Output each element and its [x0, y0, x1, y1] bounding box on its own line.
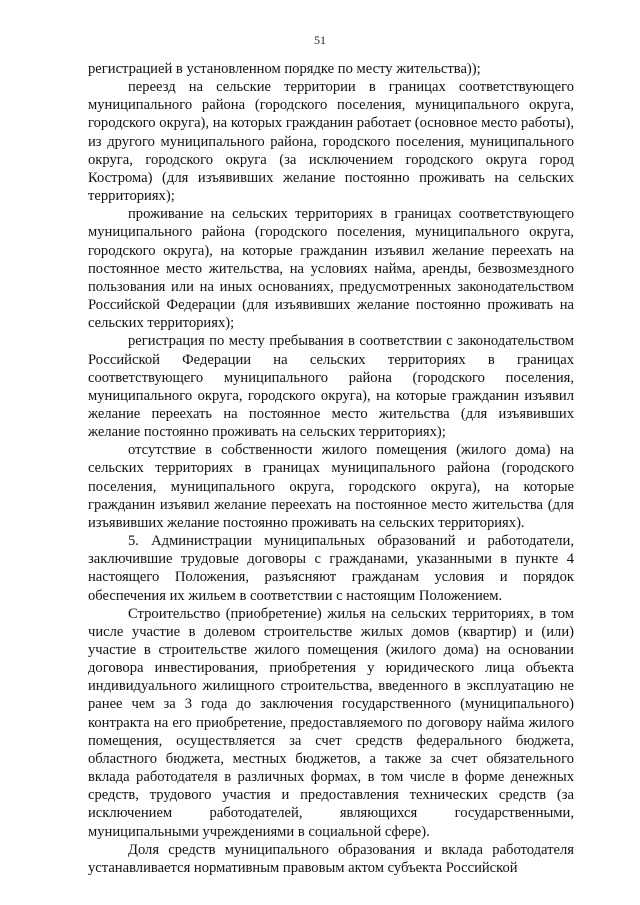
paragraph-funding-share: Доля средств муниципального образования и вклада работодателя устанавливается нормативным правовым актом субъекта Российской — [88, 841, 574, 876]
paragraph-temporary-registration: регистрация по месту пребывания в соответствии с законодательством Российской Федерации на сельских территориях в границах соответствующего муниципального района (городского поселения, муниципального округа, городского округа), на которые гражданин изъявил желание переехать на постоянное место жительства (для изъявивших желание постоянно проживать на сельских территориях); — [88, 333, 574, 441]
document-body — [88, 60, 574, 877]
paragraph-clause-5: 5. Администрации муниципальных образований и работодатели, заключившие трудовые договоры с гражданами, указанными в пункте 4 настоящего Положения, разъясняют гражданам условия и порядок обеспечения их жильем в соответствии с настоящим Положением. — [88, 533, 574, 604]
paragraph-registration-continued: регистрацией в установленном порядке по месту жительства)); — [88, 61, 481, 77]
paragraph-relocation: переезд на сельские территории в границах соответствующего муниципального района (городского поселения, муниципального округа, городского округа), на которых гражданин работает (основное место работы), из другого муниципального района, городского поселения, муниципального округа, городского округа (за исключением городского округа город Кострома) (для изъявивших желание постоянно проживать на сельских территориях); — [88, 79, 574, 205]
paragraph-no-property: отсутствие в собственности жилого помещения (жилого дома) на сельских территориях в границах муниципального района (городского поселения, муниципального округа, городского округа), на которые гражданин изъявил желание переехать на постоянное место жительства (для изъявивших желание постоянно проживать на сельских территориях). — [88, 442, 574, 531]
paragraph-residence: проживание на сельских территориях в границах соответствующего муниципального района (городского поселения, муниципального округа, городского округа), на которые гражданин изъявил желание переехать на постоянное место жительства, на условиях найма, аренды, безвозмездного пользования или на иных основаниях, предусмотренных законодательством Российской Федерации (для изъявивших желание постоянно проживать на сельских территориях); — [88, 206, 574, 332]
paragraph-construction: Строительство (приобретение) жилья на сельских территориях, в том числе участие в долевом строительстве жилых домов (квартир) и (или) участие в строительстве жилого помещения (жилого дома) на основании договора инвестирования, приобретения у юридического лица объекта индивидуального жилищного строительства, введенного в эксплуатацию не ранее чем за 3 года до заключения государственного (муниципального) контракта на его приобретение, предоставляемого по договору найма жилого помещения, осуществляется за счет средств федерального бюджета, областного бюджета, местных бюджетов, а также за счет обязательного вклада работодателя в различных формах, в том числе в форме денежных средств, трудового участия и предоставления технических средств (за исключением работодателей, являющихся государственными, муниципальными учреждениями в социальной сфере). — [88, 605, 574, 840]
page-number: 51 — [314, 33, 326, 47]
